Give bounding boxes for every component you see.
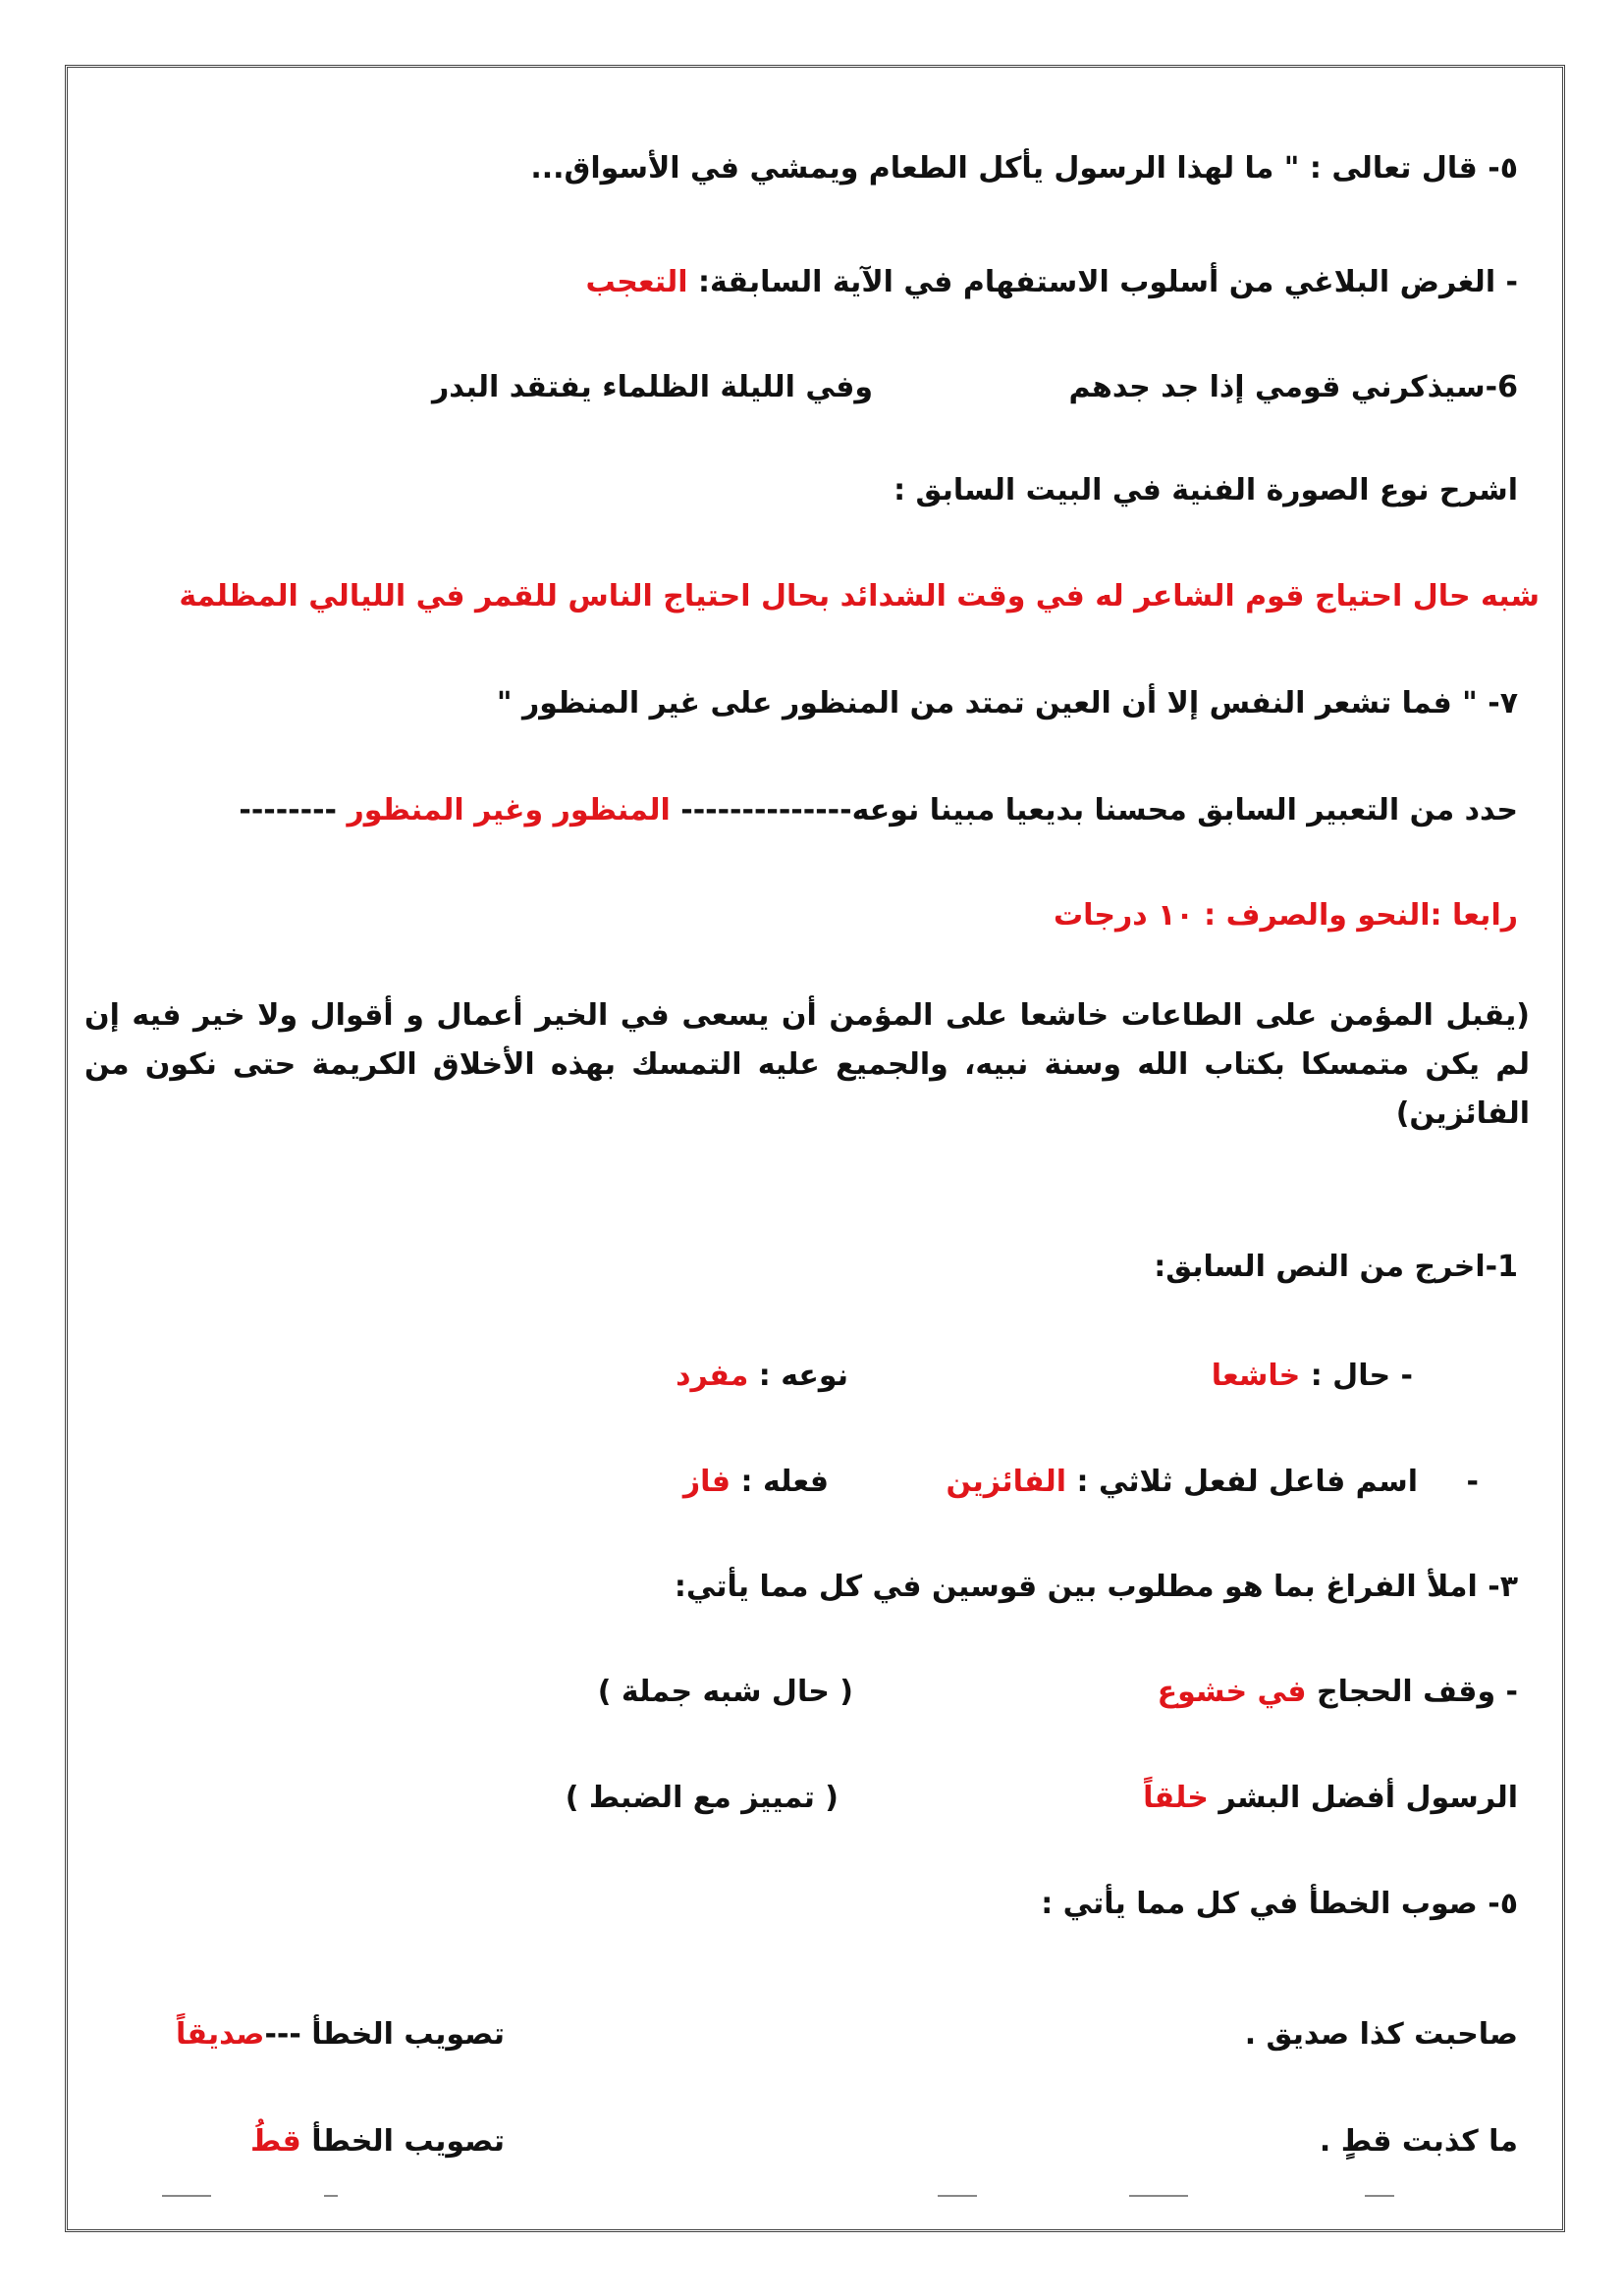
extract-row2-label-group [946, 1463, 1418, 1502]
correct-row1-label: تصويب الخطأ --- [264, 2017, 505, 2052]
extract-row1-label: - حال : [1310, 1359, 1413, 1393]
footer-remnant [938, 2195, 977, 2197]
extract-title: 1-اخرج من النص السابق: [1154, 1250, 1518, 1284]
correct-title: ٥- صوب الخطأ في كل مما يأتي : [1041, 1887, 1518, 1921]
extract-row1-answer: خاشعا [1211, 1359, 1301, 1393]
fill-row2-pre: الرسول أفضل البشر [1218, 1781, 1518, 1815]
fill-row1-answer: في خشوع [1157, 1675, 1307, 1709]
footer-remnant [1365, 2195, 1394, 2197]
section4-title: رابعا :النحو والصرف : ١٠ درجات [1053, 898, 1518, 933]
fill-title: ٣- املأ الفراغ بما هو مطلوب بين قوسين في كل مما يأتي: [674, 1570, 1518, 1604]
extract-row2-dash: - [1466, 1465, 1479, 1499]
extract-row2-label: اسم فاعل لفعل ثلاثي : [1076, 1465, 1418, 1499]
correct-row2-label: تصويب الخطأ [311, 2124, 505, 2159]
fill-row1-group [1158, 1673, 1518, 1712]
q5-answer: التعجب [585, 265, 688, 299]
q6-question: اشرح نوع الصورة الفنية في البيت السابق : [893, 473, 1518, 507]
q5-stem: ٥- قال تعالى : " ما لهذا الرسول يأكل الطعام ويمشي في الأسواق... [530, 151, 1518, 186]
q7-question-line [239, 791, 1518, 830]
correct-row1-sentence: صاحبت كذا صديق . [1244, 2017, 1518, 2052]
q7-trail: -------- [239, 793, 337, 828]
extract-row2-verb-group [683, 1463, 829, 1502]
correct-row2-answer: قطُ [250, 2124, 301, 2159]
q6-verse-first: 6-سيذكرني قومي إذا جد جدهم [1068, 370, 1518, 404]
fill-row1-pre: - وقف الحجاج [1316, 1675, 1518, 1709]
q7-stem: ٧- " فما تشعر النفس إلا أن العين تمتد من المنظور على غير المنظور " [496, 686, 1518, 721]
fill-row1-hint: ( حال شبه جملة ) [597, 1675, 853, 1709]
extract-row1-type-answer: مفرد [676, 1359, 749, 1393]
section4-passage: (يقبل المؤمن على الطاعات خاشعا على المؤمن أن يسعى في الخير أعمال و أقوال ولا خير فيه إن لم يكن متمسكا بكتاب الله وسنة نبيه، والجميع عليه التمسك بهذه الأخلاق الكريمة حتى نكون من الفائزين) [84, 998, 1530, 1131]
extract-row2-verb-answer: فاز [682, 1465, 731, 1499]
extract-row1-label-group [1212, 1357, 1413, 1396]
fill-row2-group [1143, 1779, 1518, 1818]
correct-row2-group [250, 2122, 505, 2162]
q7-answer: المنظور وغير المنظور [347, 793, 671, 828]
footer-remnant [1129, 2195, 1188, 2197]
correct-row1-answer: صديقاً [175, 2017, 265, 2052]
footer-remnant [324, 2195, 338, 2197]
q6-verse-second: وفي الليلة الظلماء يفتقد البدر [431, 370, 873, 404]
fill-row2-answer: خلقاً [1143, 1781, 1209, 1815]
fill-row2-hint: ( تمييز مع الضبط ) [565, 1781, 839, 1815]
extract-row2-verb-label: فعله : [740, 1465, 829, 1499]
correct-row1-group [176, 2015, 505, 2055]
q6-answer: شبه حال احتياج قوم الشاعر له في وقت الشدائد بحال احتياج الناس للقمر في الليالي المظلمة [179, 579, 1540, 614]
footer-remnant [162, 2195, 211, 2197]
extract-row1-type-group [676, 1357, 848, 1396]
correct-row2-sentence: ما كذبت قطٍ . [1319, 2124, 1518, 2159]
q7-question: حدد من التعبير السابق محسنا بديعيا مبينا نوعه-------------- [680, 793, 1518, 828]
q5-question-line [585, 263, 1518, 302]
q5-question: - الغرض البلاغي من أسلوب الاستفهام في الآية السابقة: [698, 265, 1518, 299]
extract-row2-answer: الفائزين [946, 1465, 1067, 1499]
extract-row1-type-label: نوعه : [758, 1359, 848, 1393]
